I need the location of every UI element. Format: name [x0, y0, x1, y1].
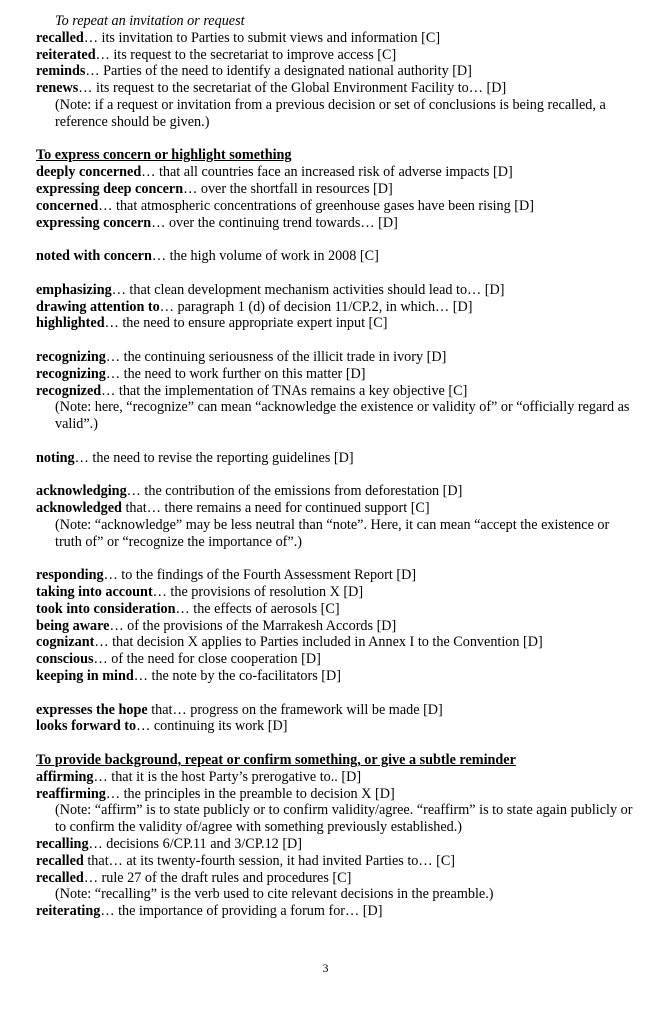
entry-example: … that it is the host Party’s prerogative to.. [D]: [93, 768, 362, 785]
entry-term: highlighted: [36, 315, 105, 332]
entry-term: affirming: [36, 768, 94, 785]
entry-example: … the continuing seriousness of the illicit trade in ivory [D]: [105, 348, 447, 365]
phrase-entry: [36, 483, 636, 500]
blank-line: [36, 433, 636, 450]
phrase-entry: [36, 567, 636, 584]
entry-example: … of the provisions of the Marrakesh Accords [D]: [109, 617, 397, 634]
phrase-entry: [36, 769, 636, 786]
section-heading: To provide background, repeat or confirm something, or give a subtle reminder: [36, 752, 516, 769]
entry-example: … that clean development mechanism activities should lead to… [D]: [111, 281, 505, 298]
entry-example: … the note by the co-facilitators [D]: [133, 668, 342, 685]
italic-subheading: To repeat an invitation or request: [55, 13, 245, 29]
blank-line: [36, 735, 636, 752]
entry-example: … over the shortfall in resources [D]: [183, 180, 393, 197]
phrase-entry: [36, 718, 636, 735]
entry-example: … its request to the secretariat to improve access [C]: [95, 46, 397, 63]
entry-term: recalled: [36, 29, 84, 46]
entry-term: noting: [36, 449, 75, 466]
phrase-entry: [36, 786, 636, 803]
phrase-entry: [36, 47, 636, 64]
blank-line: [36, 551, 636, 568]
entry-example: that… at its twenty-fourth session, it had invited Parties to… [C]: [83, 852, 456, 869]
document-body: [36, 13, 636, 920]
blank-line: [36, 265, 636, 282]
entry-term: recalled: [36, 852, 84, 869]
usage-note: (Note: “recalling” is the verb used to cite relevant decisions in the preamble.): [55, 886, 494, 903]
blank-line: [36, 467, 636, 484]
phrase-entry: [36, 634, 636, 651]
entry-term: noted with concern: [36, 248, 152, 265]
entry-term: expresses the hope: [36, 701, 148, 718]
phrase-entry: [36, 601, 636, 618]
blank-line: [36, 332, 636, 349]
entry-example: … the high volume of work in 2008 [C]: [151, 248, 379, 265]
phrase-entry: [36, 181, 636, 198]
phrase-entry: [36, 668, 636, 685]
usage-note: (Note: “acknowledge” may be less neutral than “note”. Here, it can mean “accept the existence or truth of” or “recognize the importance of”.): [55, 516, 610, 550]
entry-example: … that atmospheric concentrations of greenhouse gases have been rising [D]: [98, 197, 534, 214]
entry-term: being aware: [36, 617, 110, 634]
entry-term: deeply concerned: [36, 164, 142, 181]
entry-example: that… progress on the framework will be made [D]: [147, 701, 443, 718]
entry-example: … its invitation to Parties to submit views and information [C]: [83, 29, 441, 46]
phrase-entry: [36, 215, 636, 232]
entry-term: looks forward to: [36, 718, 137, 735]
phrase-entry: [36, 702, 636, 719]
entry-term: acknowledged: [36, 500, 122, 517]
entry-example: … that the implementation of TNAs remains a key objective [C]: [101, 382, 468, 399]
entry-term: recognizing: [36, 348, 106, 365]
phrase-entry: [36, 903, 636, 920]
phrase-entry: [36, 282, 636, 299]
entry-term: took into consideration: [36, 600, 176, 617]
entry-example: … the need to work further on this matter [D]: [105, 365, 366, 382]
entry-example: … paragraph 1 (d) of decision 11/CP.2, in which… [D]: [159, 298, 473, 315]
phrase-entry: [36, 315, 636, 332]
entry-example: … rule 27 of the draft rules and procedures [C]: [83, 869, 352, 886]
entry-example: that… there remains a need for continued support [C]: [121, 500, 430, 517]
entry-term: acknowledging: [36, 483, 127, 500]
entry-example: … its request to the secretariat of the Global Environment Facility to… [D]: [78, 80, 507, 97]
entry-term: responding: [36, 567, 104, 584]
entry-term: expressing concern: [36, 214, 152, 231]
entry-example: … Parties of the need to identify a designated national authority [D]: [85, 63, 472, 80]
entry-term: cognizant: [36, 634, 95, 651]
entry-term: reminds: [36, 63, 86, 80]
entry-term: recognizing: [36, 365, 106, 382]
blank-line: [36, 685, 636, 702]
entry-example: … the importance of providing a forum for… [D]: [100, 903, 383, 920]
phrase-entry: [36, 248, 636, 265]
entry-example: … the need to ensure appropriate expert input [C]: [104, 315, 388, 332]
page-number: 3: [322, 961, 329, 975]
entry-example: … that all countries face an increased risk of adverse impacts [D]: [141, 164, 513, 181]
phrase-entry: [36, 349, 636, 366]
entry-term: recognized: [36, 382, 102, 399]
phrase-entry: [36, 836, 636, 853]
entry-example: … decisions 6/CP.11 and 3/CP.12 [D]: [88, 836, 303, 853]
entry-example: … that decision X applies to Parties included in Annex I to the Convention [D]: [94, 634, 543, 651]
entry-term: taking into account: [36, 584, 153, 601]
usage-note: (Note: if a request or invitation from a previous decision or set of conclusions is being recalled, a reference should be given.): [55, 96, 606, 130]
entry-example: … the effects of aerosols [C]: [175, 600, 340, 617]
entry-example: … the principles in the preamble to decision X [D]: [105, 785, 395, 802]
entry-term: concerned: [36, 197, 99, 214]
entry-example: … the provisions of resolution X [D]: [152, 584, 364, 601]
phrase-entry: [36, 383, 636, 400]
phrase-entry: [36, 500, 636, 517]
phrase-entry: [36, 80, 636, 97]
phrase-entry: [36, 299, 636, 316]
entry-term: conscious: [36, 651, 94, 668]
entry-example: … of the need for close cooperation [D]: [93, 651, 321, 668]
section-heading: To express concern or highlight something: [36, 147, 292, 164]
usage-note: (Note: here, “recognize” can mean “acknowledge the existence or validity of” or “officially regard as valid”.): [55, 399, 630, 433]
entry-term: renews: [36, 80, 79, 97]
phrase-entry: [36, 618, 636, 635]
phrase-entry: [36, 853, 636, 870]
entry-term: drawing attention to: [36, 298, 160, 315]
entry-term: keeping in mind: [36, 668, 134, 685]
phrase-entry: [36, 30, 636, 47]
phrase-entry: [36, 651, 636, 668]
blank-line: [36, 131, 636, 148]
entry-term: recalled: [36, 869, 84, 886]
entry-term: emphasizing: [36, 281, 112, 298]
entry-example: … the contribution of the emissions from deforestation [D]: [126, 483, 463, 500]
phrase-entry: [36, 366, 636, 383]
usage-note: (Note: “affirm” is to state publicly or to confirm validity/agree. “reaffirm” is to state again publicly or to confirm the validity of/agree with something previously established.): [55, 802, 633, 836]
phrase-entry: [36, 164, 636, 181]
entry-example: … the need to revise the reporting guidelines [D]: [74, 449, 354, 466]
entry-example: … continuing its work [D]: [136, 718, 288, 735]
entry-term: reiterated: [36, 46, 96, 63]
entry-term: expressing deep concern: [36, 180, 184, 197]
phrase-entry: [36, 198, 636, 215]
entry-example: … over the continuing trend towards… [D]: [151, 214, 398, 231]
phrase-entry: [36, 870, 636, 887]
phrase-entry: [36, 63, 636, 80]
entry-term: reiterating: [36, 903, 101, 920]
entry-example: … to the findings of the Fourth Assessment Report [D]: [103, 567, 417, 584]
phrase-entry: [36, 450, 636, 467]
entry-term: reaffirming: [36, 785, 106, 802]
phrase-entry: [36, 584, 636, 601]
blank-line: [36, 231, 636, 248]
entry-term: recalling: [36, 836, 89, 853]
